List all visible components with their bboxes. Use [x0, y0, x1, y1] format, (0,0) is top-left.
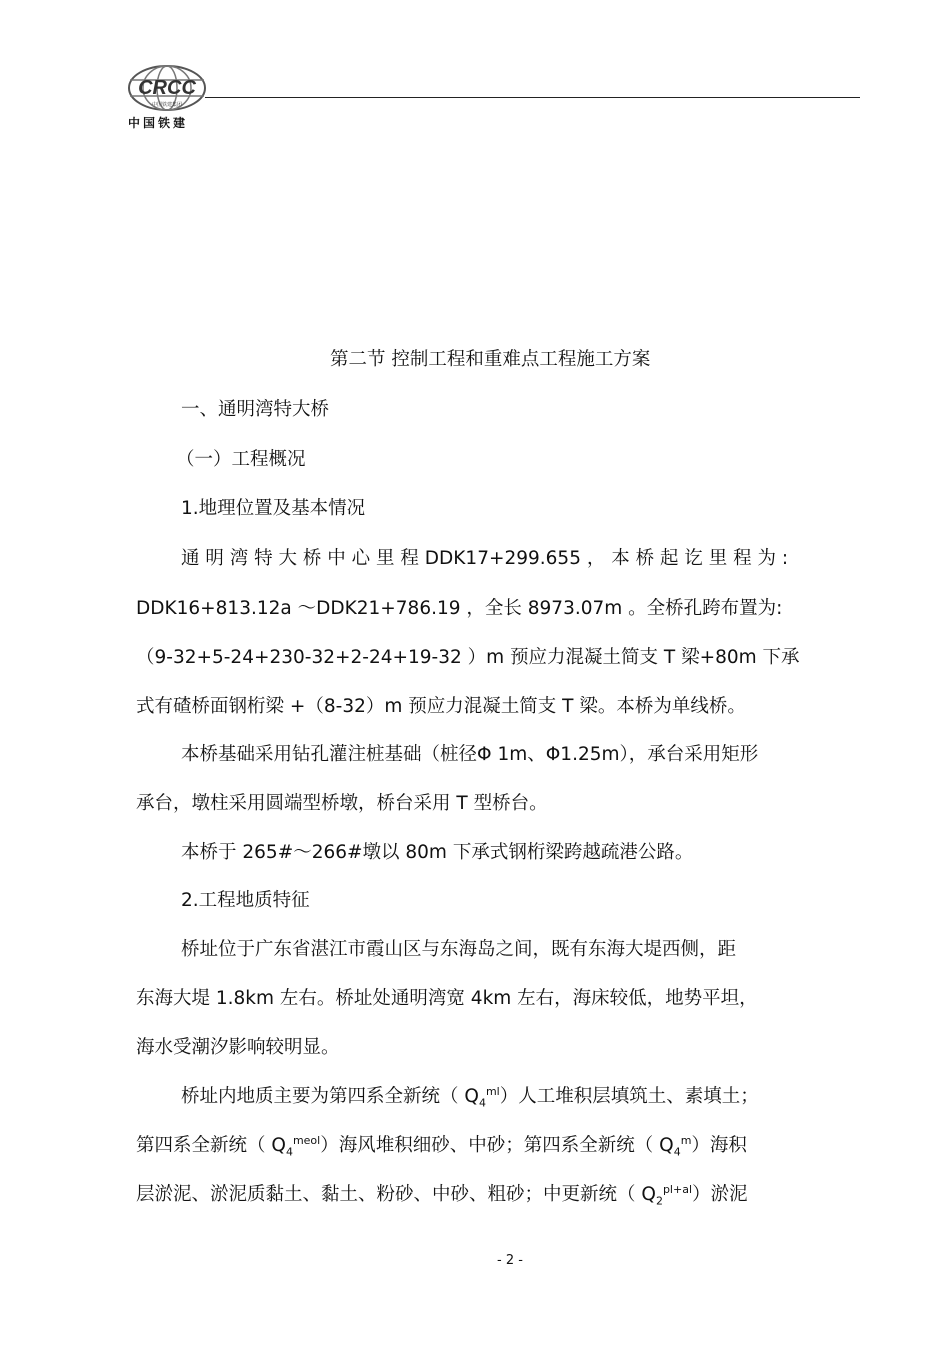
paragraph-line: 第四系全新统（ $Q_4^{meol}$）海风堆积细砂、中砂；第四系全新统（ $Q_4^m$）海积 — [136, 1134, 747, 1159]
paragraph-line: 桥址内地质主要为第四系全新统（ $Q_4^{ml}$）人工堆积层填筑土、素填土； — [181, 1085, 759, 1110]
header-rule — [205, 97, 860, 98]
paragraph-line: 海水受潮汐影响较明显。 — [136, 1037, 340, 1058]
page-number: - 2 - — [497, 1253, 523, 1268]
paragraph-line: 承台，墩柱采用圆端型桥墩，桥台采用 T 型桥台。 — [136, 793, 548, 814]
heading-bridge: 一、通明湾特大桥 — [181, 399, 330, 420]
paragraph-line: 本桥基础采用钻孔灌注桩基础（桩径Φ 1m、Φ1.25m），承台采用矩形 — [181, 744, 759, 765]
paragraph-line: 本桥于 265#～266#墩以 80m 下承式钢桁梁跨越疏港公路。 — [181, 842, 694, 863]
paragraph-line: （9-32+5-24+230-32+2-24+19-32 ）m 预应力混凝土简支 T 梁+80m 下承 — [136, 647, 800, 668]
paragraph-line: 式有碴桥面钢桁梁 +（8-32）m 预应力混凝土简支 T 梁。本桥为单线桥。 — [136, 696, 746, 717]
heading-location: 1.地理位置及基本情况 — [181, 498, 366, 519]
paragraph-line: 桥址位于广东省湛江市霞山区与东海岛之间，既有东海大堤西侧，距 — [181, 939, 737, 960]
section-title: 第二节 控制工程和重难点工程施工方案 — [330, 349, 651, 370]
paragraph-line: 东海大堤 1.8km 左右。桥址处通明湾宽 4km 左右，海床较低，地势平坦， — [136, 988, 758, 1009]
heading-geology: 2.工程地质特征 — [181, 890, 310, 911]
paragraph-line: 层淤泥、淤泥质黏土、黏土、粉砂、中砂、粗砂；中更新统（ $Q_2^{pl+al}$）淤泥 — [136, 1183, 748, 1208]
heading-overview: （一）工程概况 — [176, 449, 306, 470]
paragraph-line: DDK16+813.12a ～DDK21+786.19 ，全长 8973.07m 。全桥孔跨布置为: — [136, 598, 783, 619]
logo-text: CRCC — [138, 77, 196, 99]
paragraph-line: 通 明 湾 特 大 桥 中 心 里 程 DDK17+299.655 ， 本 桥 起 讫 里 程 为 : — [181, 548, 789, 569]
logo-chinese-text: 中国铁建 — [128, 116, 189, 130]
logo-band-text: 中国铁建集团 — [151, 102, 183, 108]
